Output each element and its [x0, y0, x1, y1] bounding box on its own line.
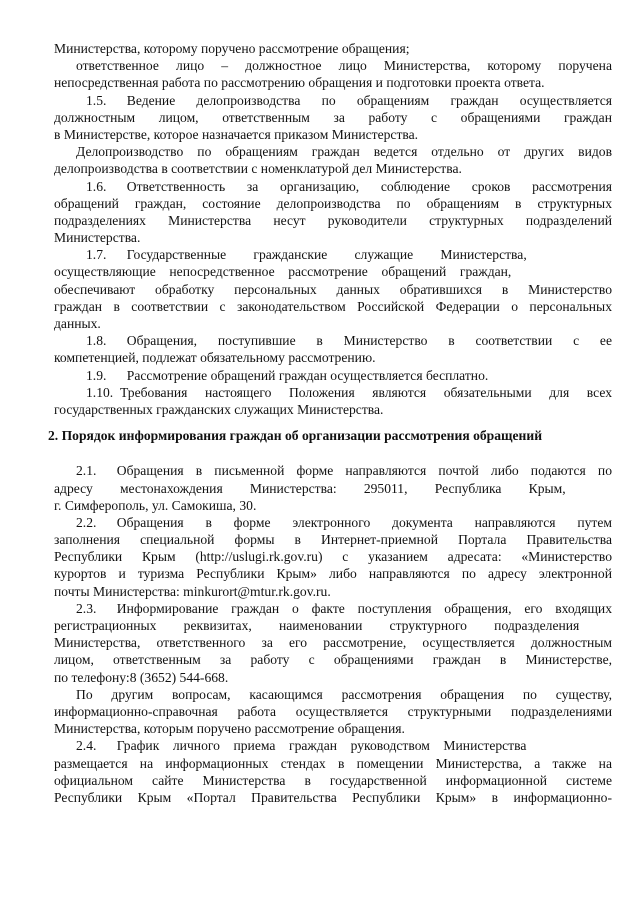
text-line: 1.8. Обращения, поступившие в Министерство в соответствии с ее: [86, 333, 612, 349]
text-line: Республики Крым «Портал Правительства Республики Крым» в информационно-: [54, 789, 612, 805]
text-line: регистрационных реквизитах, наименовании структурного подразделения: [54, 618, 580, 634]
text-line: г. Симферополь, ул. Самокиша, 30.: [54, 497, 257, 513]
text-line: 1.7. Государственные гражданские служащие Министерства,: [86, 247, 527, 263]
paragraph: [54, 92, 612, 144]
text-line: Министерства, ответственного за его рассмотрение, осуществляется должностным: [54, 635, 612, 651]
paragraph: [54, 178, 612, 247]
text-line: заполнения специальной формы в Интернет-приемной Портала Правительства: [54, 532, 612, 548]
text-line: подразделениях Министерства несут руководители структурных подразделений: [54, 212, 612, 228]
text-line: компетенцией, подлежат обязательному рассмотрению.: [54, 350, 376, 366]
text-line: граждан в соответствии с законодательством Российской Федерации о персональных: [54, 298, 612, 314]
text-line: 1.5. Ведение делопроизводства по обращениям граждан осуществляется: [86, 92, 612, 108]
text-line: осуществляющие непосредственное рассмотрение обращений граждан,: [54, 264, 512, 280]
text-line: обеспечивают обработку персональных данных обратившихся в Министерство: [54, 281, 612, 297]
text-line: лицом, ответственным за работу с обращениями граждан в Министерстве,: [54, 652, 612, 668]
paragraph: [54, 384, 612, 418]
text-line: 1.9. Рассмотрение обращений граждан осуществляется бесплатно.: [86, 367, 489, 383]
text-line: 1.6. Ответственность за организацию, соблюдение сроков рассмотрения: [86, 178, 612, 194]
text-line: 2.3. Информирование граждан о факте поступления обращения, его входящих: [76, 600, 612, 616]
text-line: Делопроизводство по обращениям граждан ведется отдельно от других видов: [76, 144, 612, 160]
text-line: курортов и туризма Республики Крым» либо направляются по адресу электронной: [54, 566, 612, 582]
text-line: Министерства, которым поручено рассмотрение обращения.: [54, 721, 405, 737]
text-line: государственных гражданских служащих Министерства.: [54, 401, 384, 417]
text-line: данных.: [54, 316, 101, 331]
text-line: официальном сайте Министерства в государственной информационной системе: [54, 772, 612, 788]
text-line: информационно-справочная работа осуществляется структурными подразделениями: [54, 703, 612, 719]
text-line: делопроизводства в соответствии с номенклатурой дел Министерства.: [54, 161, 462, 177]
section-2-body: [54, 462, 612, 806]
text-line: по телефону:8 (3652) 544-668.: [54, 669, 229, 685]
text-line: Министерства.: [54, 230, 141, 246]
text-line: должностным лицом, ответственным за работу с обращениями граждан: [54, 109, 612, 125]
text-line: ответственное лицо – должностное лицо Министерства, которому поручена: [76, 58, 612, 74]
paragraph: [54, 246, 612, 332]
text-line: Республики Крым (http://uslugi.rk.gov.ru) с указанием адресата: «Министерство: [54, 549, 612, 565]
text-line: непосредственная работа по рассмотрению обращения и подготовки проекта ответа.: [54, 75, 545, 91]
paragraph: [54, 737, 612, 806]
paragraph: [54, 367, 612, 384]
text-line: По другим вопросам, касающимся рассмотрения обращения по существу,: [76, 686, 612, 702]
text-line: почты Министерства: minkurort@mtur.rk.gov.ru.: [54, 583, 331, 599]
paragraph: [54, 686, 612, 738]
paragraph: [54, 57, 612, 91]
text-line: в Министерстве, которое назначается приказом Министерства.: [54, 126, 419, 142]
text-line: Министерства, которому поручено рассмотрение обращения;: [54, 41, 410, 56]
text-line: 2.2. Обращения в форме электронного документа направляются путем: [76, 514, 612, 530]
text-line: размещается на информационных стендах в помещении Министерства, а также на: [54, 755, 612, 771]
paragraph: [54, 462, 612, 514]
paragraph: [54, 514, 612, 600]
paragraph: [54, 332, 612, 366]
section-1-continuation: [54, 40, 612, 418]
section-2-heading: 2. Порядок информирования граждан об организации рассмотрения обращений: [48, 428, 543, 444]
paragraph: [54, 143, 612, 177]
text-line: обращений граждан, состояние делопроизводства по обращениям в структурных: [54, 195, 612, 211]
paragraph: [54, 600, 612, 686]
text-line: 2.4. График личного приема граждан руководством Министерства: [76, 738, 527, 754]
paragraph: [54, 40, 612, 57]
text-line: адресу местонахождения Министерства: 295011, Республика Крым,: [54, 480, 566, 496]
text-line: 2.1. Обращения в письменной форме направляются почтой либо подаются по: [76, 463, 612, 479]
text-line: 1.10. Требования настоящего Положения являются обязательными для всех: [86, 384, 612, 400]
